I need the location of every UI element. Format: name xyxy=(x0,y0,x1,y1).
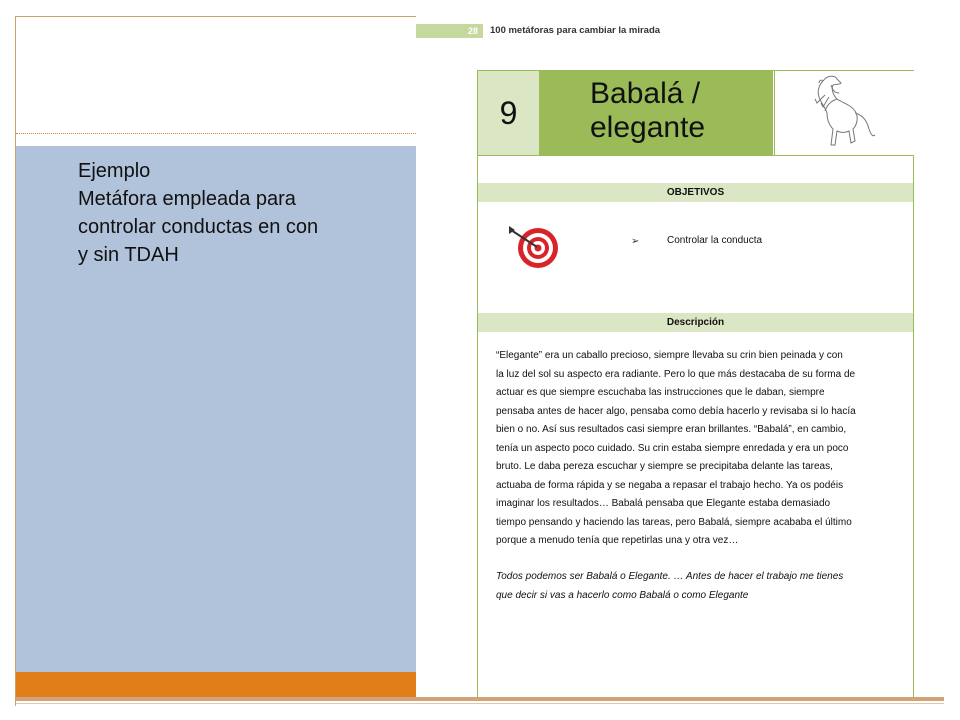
descripcion-heading: Descripción xyxy=(478,313,913,332)
description-line: la luz del sol su aspecto era radiante. Pero lo que más destacaba de su forma de xyxy=(496,368,856,380)
metaphor-number: 9 xyxy=(478,71,540,155)
description-line: actuaba de forma rápida y se negaba a repasar el trabajo hecho. Ya os podéis xyxy=(496,479,844,491)
metaphor-title-line1: Babalá / xyxy=(590,77,701,110)
description-line: tenía un aspecto poco cuidado. Su crin estaba siempre enredada y era un poco xyxy=(496,442,849,454)
slide-line: controlar conductas en con xyxy=(78,216,319,238)
description-line: bruto. Le daba pereza escuchar y siempre se precipitaba delante las tareas, xyxy=(496,461,833,472)
slide-accent-band xyxy=(16,672,416,700)
horse-icon xyxy=(775,71,914,155)
description-paragraph xyxy=(496,347,896,551)
metaphor-title-row xyxy=(478,71,913,156)
description-line: porque a menudo tenía que repetirlas una y otra vez… xyxy=(496,535,739,546)
slide-frame-top xyxy=(16,16,416,17)
description-line: “Elegante” era un caballo precioso, siempre llevaba su crin bien peinada y con xyxy=(496,350,843,361)
slide-line-heading: Ejemplo xyxy=(78,160,151,182)
slide-body-text xyxy=(78,157,408,269)
book-title: 100 metáforas para cambiar la mirada xyxy=(490,25,661,36)
slide-line: y sin TDAH xyxy=(78,244,179,266)
metaphor-title xyxy=(540,71,773,155)
description-line: actuar es que siempre escuchaba las instrucciones que le daban, siempre xyxy=(496,387,825,398)
description-line: bien o no. Así sus resultados casi siempre eran brillantes. “Babalá”, en cambio, xyxy=(496,424,847,435)
moral-paragraph xyxy=(496,568,896,605)
objetivo-item: Controlar la conducta xyxy=(667,235,763,246)
description-line: tiempo pensando y haciendo las tareas, pero Babalá, siempre acababa el último xyxy=(496,516,852,528)
description-line: imaginar los resultados… Babalá pensaba que Elegante estaba demasiado xyxy=(496,498,831,509)
metaphor-title-line2: elegante xyxy=(590,111,706,144)
moral-line: que decir si vas a hacerlo como Babalá o como Elegante xyxy=(496,589,749,601)
bullet-arrow-icon: ➢ xyxy=(631,236,640,247)
slide-dotted-divider xyxy=(16,133,416,134)
page-number: 28 xyxy=(467,26,478,36)
slide-bottom-rule-thin xyxy=(16,703,944,704)
objetivos-heading: OBJETIVOS xyxy=(478,183,913,202)
slide-line: Metáfora empleada para xyxy=(78,188,296,210)
moral-line: Todos podemos ser Babalá o Elegante. … Antes de hacer el trabajo me tienes xyxy=(496,571,844,582)
horse-illustration xyxy=(774,71,914,155)
target-icon xyxy=(503,222,563,272)
description-line: pensaba antes de hacer algo, pensaba como debía hacerlo y revisaba si lo hacía xyxy=(496,405,856,417)
